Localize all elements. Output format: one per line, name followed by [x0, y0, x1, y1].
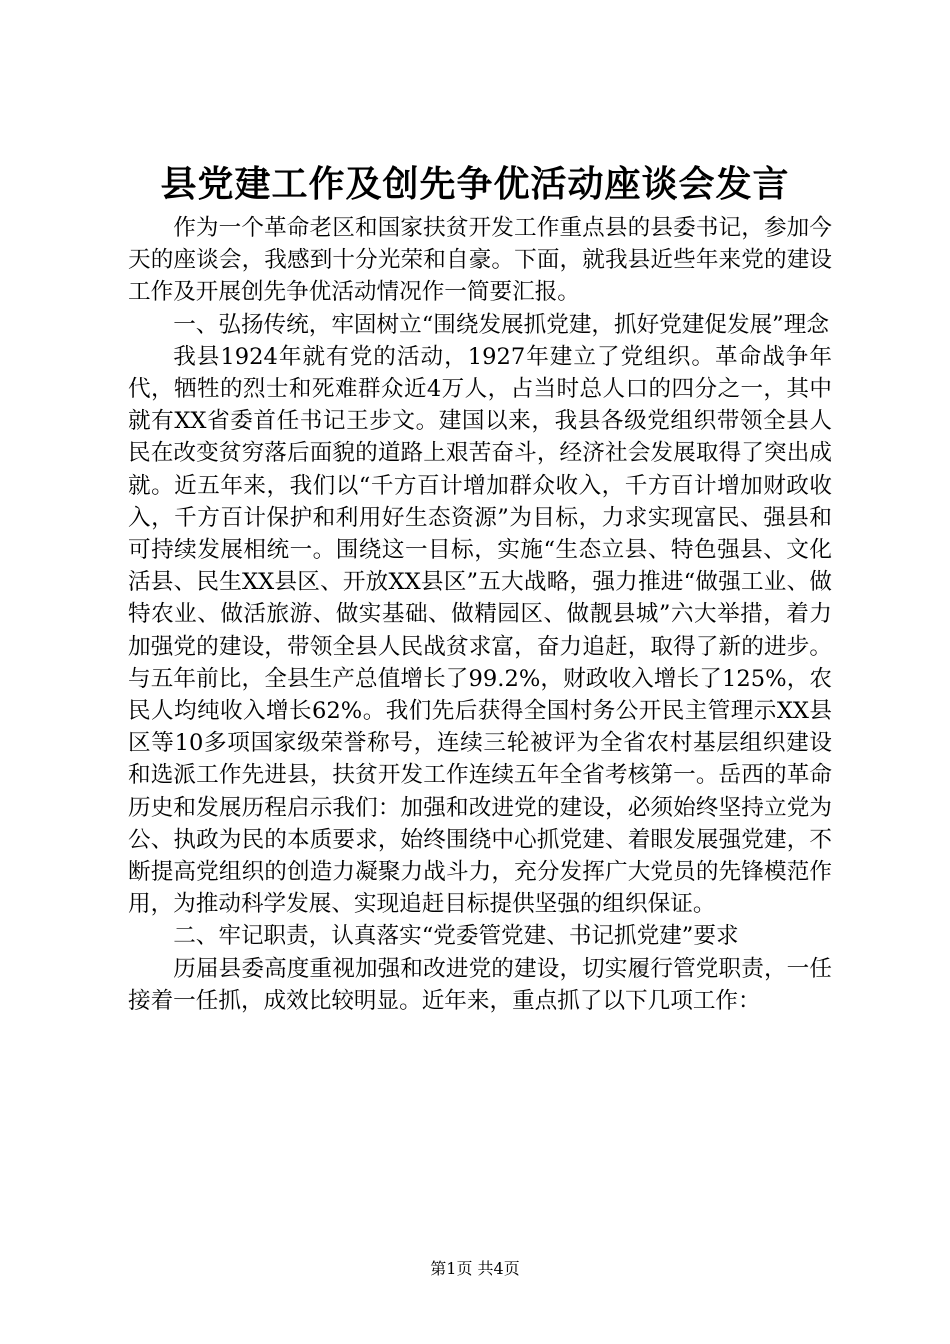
- document-title: 县党建工作及创先争优活动座谈会发言: [160, 163, 790, 205]
- page-number: 第1页 共4页: [430, 1259, 520, 1278]
- paragraph-intro: 作为一个革命老区和国家扶贫开发工作重点县的县委书记，参加今天的座谈会，我感到十分光荣和自豪。下面，就我县近些年来党的建设工作及开展创先争优活动情况作一简要汇报。: [128, 215, 832, 306]
- paragraph-work: 历届县委高度重视加强和改进党的建设，切实履行管党职责，一任接着一任抓，成效比较明显。近年来，重点抓了以下几项工作：: [128, 955, 832, 1014]
- document-body: [128, 212, 832, 1017]
- section-heading-2: 二、牢记职责，认真落实“党委管党建、书记抓党建”要求: [173, 923, 739, 950]
- paragraph-history: 我县1924年就有党的活动，1927年建立了党组织。革命战争年代，牺牲的烈士和死难群众近4万人，占当时总人口的四分之一，其中就有XX省委首任书记王步文。建国以来，我县各级党组织带领全县人民在改变贫穷落后面貌的道路上艰苦奋斗，经济社会发展取得了突出成就。近五年来，我们以“千方百计增加群众收入，千方百计增加财政收入，千方百计保护和利用好生态资源”为目标，力求实现富民、强县和可持续发展相统一。围绕这一目标，实施“生态立县、特色强县、文化活县、民生XX县区、开放XX县区”五大战略，强力推进“做强工业、做特农业、做活旅游、做实基础、做精园区、做靓县城”六大举措，着力加强党的建设，带领全县人民战贫求富，奋力追赶，取得了新的进步。与五年前比，全县生产总值增长了99.2%，财政收入增长了125%，农民人均纯收入增长62%。我们先后获得全国村务公开民主管理示XX县区等10多项国家级荣誉称号，连续三轮被评为全省农村基层组织建设和选派工作先进县，扶贫开发工作连续五年全省考核第一。岳西的革命历史和发展历程启示我们：加强和改进党的建设，必须始终坚持立党为公、执政为民的本质要求，始终围绕中心抓党建、着眼发展强党建，不断提高党组织的创造力凝聚力战斗力，充分发挥广大党员的先锋模范作用，为推动科学发展、实现追赶目标提供坚强的组织保证。: [128, 343, 832, 918]
- section-heading-1: 一、弘扬传统，牢固树立“围绕发展抓党建，抓好党建促发展”理念: [173, 311, 829, 338]
